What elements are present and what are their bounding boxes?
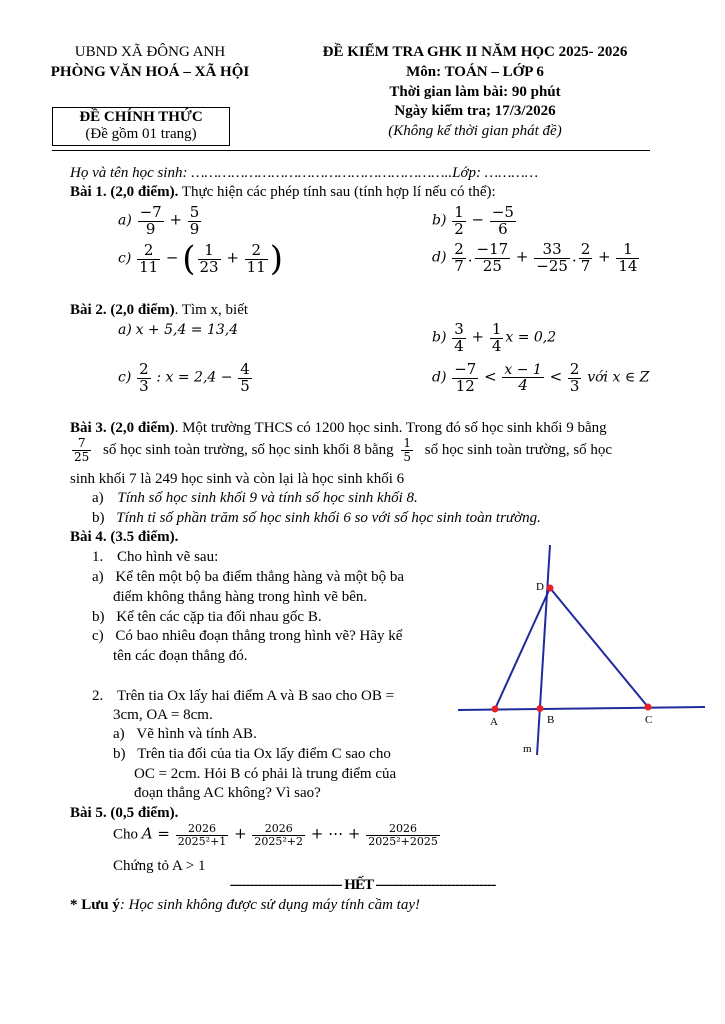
bai2-c-f1n: 2 <box>139 360 149 378</box>
bai5-expression <box>113 823 442 847</box>
bai5-f3n: 2026 <box>366 823 440 836</box>
bai2-d-f1d: 12 <box>455 376 475 395</box>
bai2-a-expr: x + 5,4 = 13,4 <box>135 322 239 338</box>
bai5-prove: Chứng tỏ A > 1 <box>113 858 206 874</box>
bai1-b-label: b) <box>432 212 447 229</box>
bai4-p2-line2: 3cm, OA = 8cm. <box>113 707 213 723</box>
bai2-c-label: c) <box>118 369 132 386</box>
segment-dc <box>550 588 648 707</box>
note-label: * Lưu ý <box>70 897 120 913</box>
student-info-line: Họ và tên học sinh: …………………………………………………..Lớp: ………… <box>70 165 539 181</box>
bai1-c-op1: − <box>165 248 179 267</box>
bai5-plus: + <box>234 824 247 843</box>
bai4-p1-a-label: a) <box>92 569 104 585</box>
bai5-f1d: 2025²+1 <box>177 834 227 848</box>
bai4-p1-label: 1. <box>92 549 104 565</box>
bai4-p1-a <box>92 569 404 586</box>
bai1-a-op: + <box>169 210 183 229</box>
bai4-p1-a-line2: điểm không thẳng hàng trong hình vẽ bên. <box>113 589 368 605</box>
label-d: D <box>536 581 544 593</box>
point-d <box>547 585 554 592</box>
bai1-c-f1n: 2 <box>137 243 160 260</box>
geometry-figure <box>450 535 715 770</box>
official-box <box>52 107 230 146</box>
bai4-p1-c-line1: Có bao nhiêu đoạn thẳng trong hình vẽ? Hãy kể <box>115 628 403 644</box>
bai2-c-mid: : x = 2,4 − <box>156 369 233 386</box>
bai1-d-f2n: −17 <box>476 240 509 258</box>
footer-note <box>70 897 420 914</box>
bai2-c <box>118 362 254 395</box>
bai1-a <box>118 205 203 238</box>
bai1-b-f2n: −5 <box>491 203 514 221</box>
bai3-f1n: 7 <box>72 437 91 451</box>
end-marker: ---------------------------- HẾT ------------------------------ <box>229 877 496 893</box>
bai4-p2-b-label: b) <box>113 746 126 762</box>
bai1-b-op: − <box>471 210 485 229</box>
bai5-f2n: 2026 <box>252 823 305 836</box>
bai1-b-f2d: 6 <box>498 219 508 238</box>
exam-subject: Môn: TOÁN – LỚP 6 <box>406 64 544 80</box>
bai5-a-var: A = <box>141 824 170 843</box>
bai1-c-f3d: 11 <box>246 257 266 276</box>
bai4-p2-a-line1: Vẽ hình và tính AB. <box>136 726 257 742</box>
bai1-a-f1d: 9 <box>145 219 156 238</box>
bai3-item-a <box>92 490 418 507</box>
bai2-b-f1n: 3 <box>454 320 464 338</box>
bai2-d-f3n: 2 <box>569 360 580 378</box>
bai4-p2-b-line3: đoạn thẳng AC không? Vì sao? <box>134 785 321 801</box>
bai2-d-f3d: 3 <box>569 376 580 395</box>
bai4-p1-text: Cho hình vẽ sau: <box>117 549 219 565</box>
bai1-heading <box>70 184 496 201</box>
bai1-d: d) $\frac{2}{7}$ . $\frac{-17}{25}$ + $\frac{33}{-25}$ . $\frac{2}{7}$ + $\frac{1}{14}$ <box>432 240 638 275</box>
header-divider <box>52 150 650 151</box>
box-title: ĐỀ CHÍNH THỨC <box>79 109 203 125</box>
bai1-c-rparen: ) <box>269 239 284 279</box>
label-c: C <box>645 714 653 726</box>
bai1-c-lparen: ( <box>182 239 196 279</box>
bai4-p2-a-label: a) <box>113 726 125 742</box>
bai1-d-f3d: −25 <box>536 256 568 275</box>
bai1-d-f1n: 2 <box>454 240 464 258</box>
bai2-d-f2n: x − 1 <box>504 361 542 378</box>
bai5-dots: + ⋯ + <box>310 824 361 843</box>
bai5-title: Bài 5. (0,5 điểm). <box>70 805 179 821</box>
exam-title: ĐỀ KIỂM TRA GHK II NĂM HỌC 2025- 2026 <box>322 44 628 60</box>
bai2-d-f1n: −7 <box>454 360 477 378</box>
bai4-p2 <box>92 688 394 705</box>
bai3-item-b-text: Tính tỉ số phần trăm số học sinh khối 6 so với số học sinh toàn trường. <box>116 510 541 526</box>
bai2-d-f2d: 4 <box>518 376 528 395</box>
bai3-item-a-label: a) <box>92 490 104 506</box>
bai1-c-f2d: 23 <box>199 257 219 276</box>
bai1-d-label: d) <box>432 249 447 266</box>
exam-date: Ngày kiểm tra; 17/3/2026 <box>394 103 556 119</box>
bai3-item-a-text: Tính số học sinh khối 9 và tính số học sinh khối 8. <box>117 490 418 506</box>
bai3-f2d: 5 <box>403 449 412 464</box>
bai1-d-f1d: 7 <box>454 256 464 275</box>
bai3-line3: sinh khối 7 là 249 học sinh và còn lại là học sinh khối 6 <box>70 471 405 487</box>
point-c <box>645 704 652 711</box>
point-b <box>537 705 544 712</box>
label-b: B <box>547 714 555 726</box>
bai3-item-b <box>92 510 541 527</box>
bai1-c-f3n: 2 <box>245 243 268 260</box>
bai1-a-f2d: 9 <box>189 219 200 238</box>
bai1-c-f2n: 1 <box>198 243 221 260</box>
bai3-f1d: 25 <box>74 449 90 464</box>
bai1-a-f2n: 5 <box>189 203 200 221</box>
bai1-title: Bài 1. (2,0 điểm). <box>70 184 179 200</box>
bai1-c-f1d: 11 <box>139 257 159 276</box>
bai2-heading <box>70 302 248 319</box>
bai4-p1 <box>92 549 218 566</box>
bai1-text: Thực hiện các phép tính sau (tính hợp lí nếu có thể): <box>178 184 496 200</box>
bai2-b-f2d: 4 <box>491 336 502 355</box>
bai4-p1-a-line1: Kể tên một bộ ba điểm thẳng hàng và một bộ ba <box>115 569 405 585</box>
bai1-d-f4d: 7 <box>580 256 591 275</box>
bai1-d-f5d: 14 <box>618 256 638 275</box>
point-a <box>492 706 499 713</box>
bai1-b <box>432 205 518 238</box>
bai4-p1-b-line1: Kể tên các cặp tia đối nhau gốc B. <box>116 609 322 625</box>
exam-duration: Thời gian làm bài: 90 phút <box>389 84 561 100</box>
bai2-d-label: d) <box>432 369 447 386</box>
bai2-text: . Tìm x, biết <box>174 302 249 318</box>
bai4-p1-c-label: c) <box>92 628 104 644</box>
bai1-a-f1n: −7 <box>139 203 162 221</box>
bai4-p2-label: 2. <box>92 688 104 704</box>
bai1-d-f3n: 33 <box>534 242 570 259</box>
bai4-p1-b <box>92 609 322 626</box>
bai4-p2-a <box>113 726 257 743</box>
bai4-p2-line1: Trên tia Ox lấy hai điểm A và B sao cho OB = <box>117 688 395 704</box>
box-subtitle: (Đề gồm 01 trang) <box>85 126 197 142</box>
bai1-b-f1n: 1 <box>454 203 464 221</box>
bai5-cho: Cho <box>113 826 139 843</box>
bai1-c <box>118 239 284 279</box>
bai5-f1n: 2026 <box>176 823 229 836</box>
bai2-title: Bài 2. (2,0 điểm) <box>70 302 175 318</box>
bai2-b-label: b) <box>432 329 447 346</box>
bai2-b-f2n: 1 <box>491 320 502 338</box>
bai4-p1-c-line2: tên các đoạn thẳng đó. <box>113 648 248 664</box>
header-left-line2: PHÒNG VĂN HOÁ – XÃ HỘI <box>50 64 250 80</box>
bai2-b-f1d: 4 <box>454 336 464 355</box>
bai2-c-f1d: 3 <box>139 376 149 395</box>
bai5-f2d: 2025²+2 <box>254 834 304 848</box>
bai1-d-f2d: 25 <box>482 256 502 275</box>
bai2-c-f2d: 5 <box>240 376 250 395</box>
bai4-p2-b <box>113 746 391 763</box>
bai3-item-b-label: b) <box>92 510 105 526</box>
bai3-f2n: 1 <box>403 436 412 450</box>
figure-points <box>492 585 652 713</box>
bai3-line2 <box>70 437 612 463</box>
note-text: : Học sinh không được sử dụng máy tính cầm tay! <box>119 897 421 913</box>
label-m: m <box>523 743 532 755</box>
bai2-c-f2n: 4 <box>240 360 250 378</box>
label-a: A <box>490 716 498 728</box>
bai1-a-label: a) <box>118 212 132 229</box>
bai2-b: b) $\frac{3}{4}$ + $\frac{1}{4}$ x = 0,2 <box>432 320 557 355</box>
bai3-line1 <box>70 420 607 437</box>
bai1-c-label: c) <box>118 250 132 267</box>
bai1-c-op2: + <box>226 248 239 267</box>
bai2-d-tail: với x ∈ Z <box>587 369 650 386</box>
bai4-p2-b-line2: OC = 2cm. Hỏi B có phải là trung điểm của <box>134 766 397 782</box>
header-left-line1: UBND XÃ ĐÔNG ANH <box>74 44 226 60</box>
bai1-d-f5n: 1 <box>616 242 639 259</box>
bai4-p1-c <box>92 628 402 645</box>
bai2-d: d) $\frac{-7}{12}$ < $\frac{x - 1}{4}$ < $\frac{2}{3}$ với x ∈ Z <box>432 360 650 395</box>
bai3-text2: số học sinh toàn trường, số học sinh khối 8 bằng <box>103 441 394 458</box>
bai4-title: Bài 4. (3.5 điểm). <box>70 529 179 545</box>
bai2-a <box>118 322 238 339</box>
bai5-f3d: 2025²+2025 <box>368 834 438 848</box>
bai4-p1-b-label: b) <box>92 609 105 625</box>
bai4-p2-b-line1: Trên tia đối của tia Ox lấy điểm C sao cho <box>137 746 391 762</box>
bai3-text3: số học sinh toàn trường, số học <box>424 441 613 458</box>
bai3-title: Bài 3. (2,0 điểm) <box>70 420 175 436</box>
bai1-d-f4n: 2 <box>580 240 591 258</box>
bai2-a-label: a) <box>118 322 132 338</box>
bai1-b-f1d: 2 <box>454 219 464 238</box>
bai2-b-rest: x = 0,2 <box>505 329 557 346</box>
exam-note: (Không kể thời gian phát đề) <box>388 123 562 139</box>
bai3-text1: . Một trường THCS có 1200 học sinh. Trong đó số học sinh khối 9 bằng <box>174 420 607 436</box>
